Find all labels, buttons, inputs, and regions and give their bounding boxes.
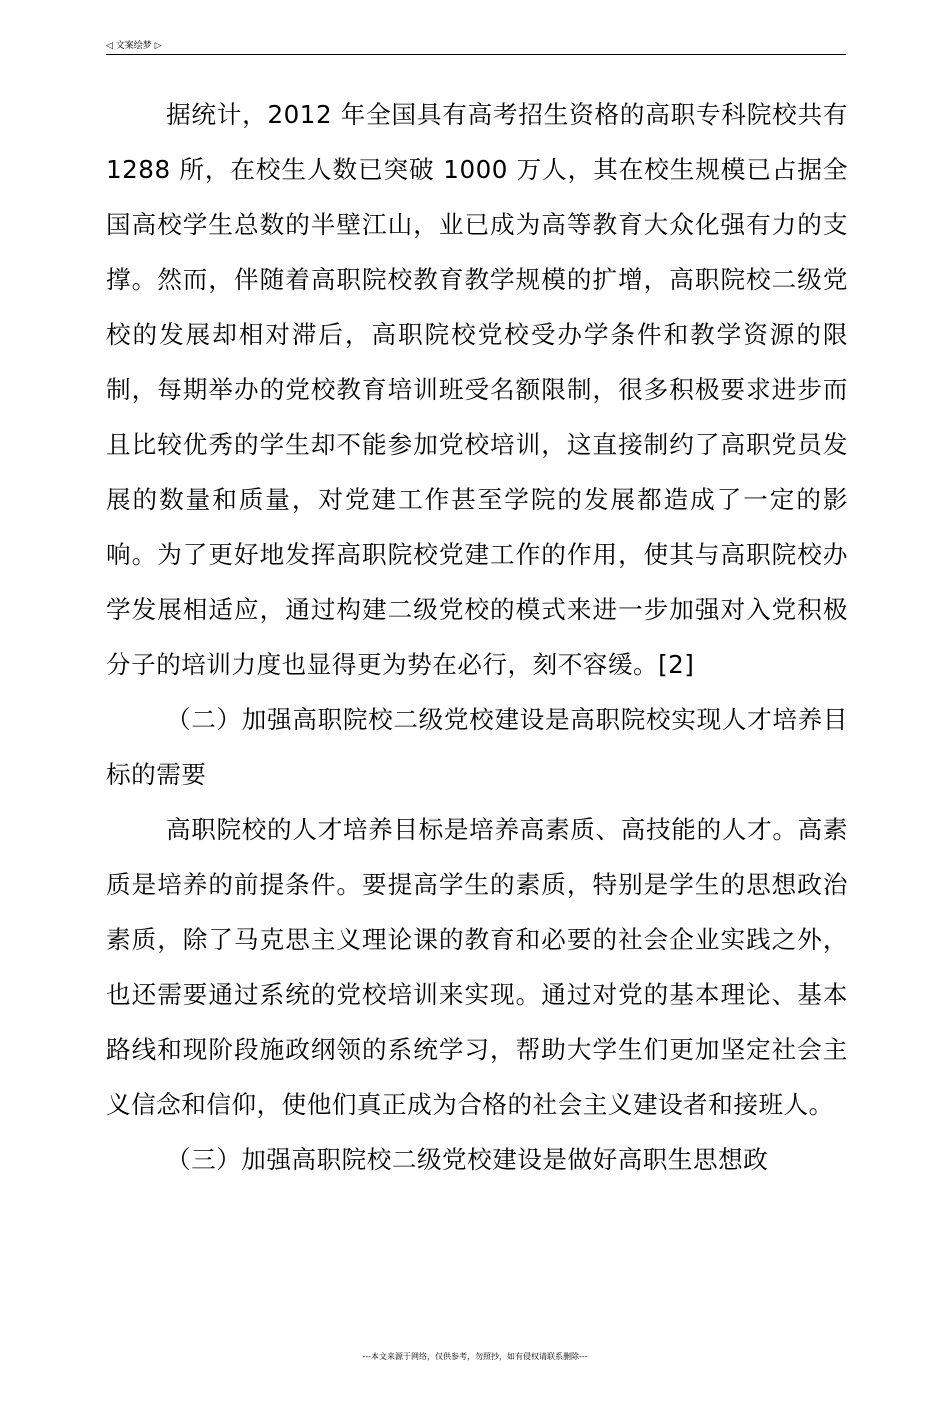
page-footer: ---本文来源于网络，仅供参考，勿照抄，如有侵权请联系删除--- (362, 1352, 588, 1361)
page-header (106, 40, 846, 55)
header-logo-text: ◁ 文案绘梦 ▷ (106, 41, 162, 51)
body-paragraph-2: 高职院校的人才培养目标是培养高素质、高技能的人才。高素质是培养的前提条件。要提高学生的素质，特别是学生的思想政治素质，除了马克思主义理论课的教育和必要的社会企业实践之外，也还需要通过系统的党校培训来实现。通过对党的基本理论、基本路线和现阶段施政纲领的系统学习，帮助大学生们更加坚定社会主义信念和信仰，使他们真正成为合格的社会主义建设者和接班人。 (106, 815, 848, 1119)
body-paragraph-1: 据统计，2012 年全国具有高考招生资格的高职专科院校共有 1288 所，在校生人数已突破 1000 万人，其在校生规模已占据全国高校学生总数的半壁江山，业已成为高等教育大众化强有力的支撑。然而，伴随着高职院校教育教学规模的扩增，高职院校二级党校的发展却相对滞后，高职院校党校受办学条件和教学资源的限制，每期举办的党校教育培训班受名额限制，很多积极要求进步而且比较优秀的学生却不能参加党校培训，这直接制约了高职党员发展的数量和质量，对党建工作甚至学院的发展都造成了一定的影响。为了更好地发挥高职院校党建工作的作用，使其与高职院校办学发展相适应，通过构建二级党校的模式来进一步加强对入党积极分子的培训力度也显得更为势在必行，刻不容缓。[2] (106, 100, 848, 679)
section-heading-3: （三）加强高职院校二级党校建设是做好高职生思想政 (166, 1145, 769, 1174)
section-heading-2: （二）加强高职院校二级党校建设是高职院校实现人才培养目标的需要 (106, 705, 848, 789)
document-body (106, 87, 848, 1187)
